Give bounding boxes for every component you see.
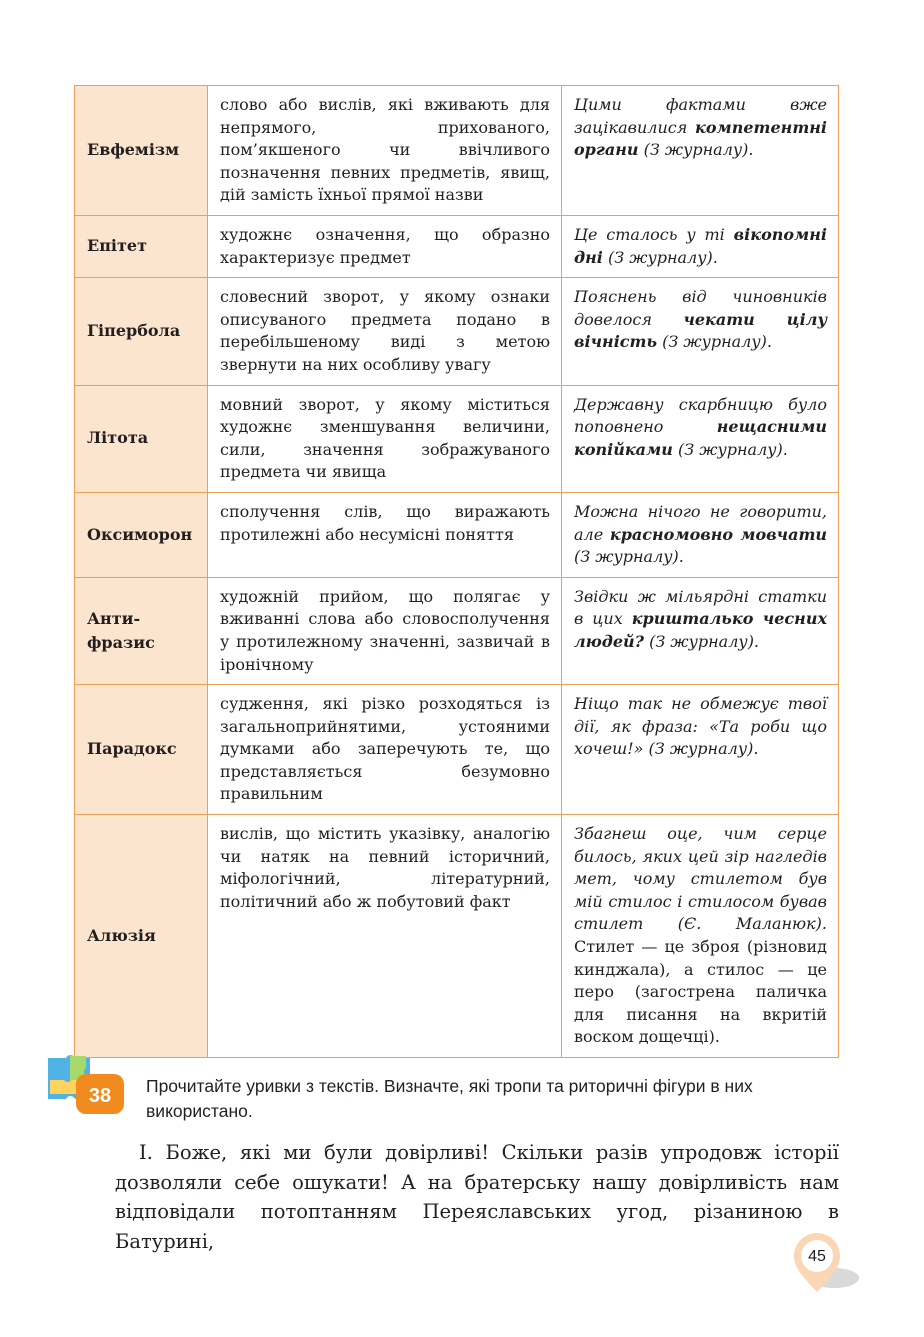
table-row: [75, 492, 839, 577]
table-row: [75, 815, 839, 1058]
table-row: [75, 86, 839, 216]
example-fragment: Збагнеш оце, чим серце билось, яких цей зір нагледів мет, чому стилетом був мій стилос і стилосом бував стилет (Є. Маланюк).: [574, 824, 827, 934]
definition-cell: слово або вислів, які вживають для непрямого, прихованого, пом’якшеного чи ввічливого позначення певних предметів, явищ, дій замість їхньої прямої назви: [208, 86, 562, 216]
example-fragment: нещасними копійками: [574, 417, 827, 459]
term-cell: Алюзія: [75, 815, 208, 1058]
example-fragment: (З журналу).: [644, 631, 760, 651]
example-fragment: вікопомні дні: [574, 225, 827, 267]
example-cell: [562, 492, 839, 577]
table-row: [75, 216, 839, 278]
term-cell: Евфемізм: [75, 86, 208, 216]
example-fragment: Ніщо так не обмежує твої дії, як фраза: «Та роби що хочеш!» (З журналу).: [574, 694, 827, 759]
example-fragment: Державну скарбницю було поповнено: [574, 394, 827, 437]
example-fragment: (З журналу).: [672, 439, 788, 459]
term-cell: Літота: [75, 385, 208, 492]
example-cell: [562, 685, 839, 815]
term-cell: Гіпербола: [75, 278, 208, 385]
example-fragment: компетентні органи: [574, 117, 827, 160]
example-cell: [562, 577, 839, 684]
term-cell: Анти-фразис: [75, 577, 208, 684]
table-row: [75, 685, 839, 815]
term-cell: Парадокс: [75, 685, 208, 815]
definition-cell: сполучення слів, що виражають протилежні або несумісні поняття: [208, 492, 562, 577]
example-fragment: Звідки ж мільярдні статки в цих: [574, 586, 827, 629]
example-fragment: Можна нічого не говорити, але: [574, 501, 827, 544]
example-fragment: ).: [742, 140, 754, 160]
example-cell: [562, 815, 839, 1058]
table-row: [75, 278, 839, 385]
task-number: 38: [88, 1085, 112, 1107]
term-cell: Епітет: [75, 216, 208, 278]
example-fragment: чекати цілу вічність: [574, 309, 828, 352]
example-cell: [562, 216, 839, 278]
excerpt-text: I. Боже, які ми були довірливі! Скільки разів упродовж історії дозволяли себе ошукати! А на братерську нашу довірливість нам відповідали потоптанням Переяславських угод, різаниною в Батурині,: [115, 1141, 839, 1253]
tropes-table: [74, 85, 839, 1058]
definition-cell: вислів, що містить указівку, аналогію чи натяк на певний історичний, міфологічний, літературний, політичний або ж побутовий факт: [208, 815, 562, 1058]
definition-cell: мовний зворот, у якому міститься художнє зменшування величини, сили, значення зображуваного предмета чи явища: [208, 385, 562, 492]
example-cell: [562, 385, 839, 492]
example-fragment: Пояснень від чиновників довелося: [574, 287, 827, 329]
example-fragment: (З журналу).: [574, 547, 684, 567]
task-instruction: Прочитайте уривки з текстів. Визначте, які тропи та риторичні фігури в них використано.: [146, 1076, 753, 1121]
example-fragment: кришталько чесних людей?: [574, 609, 827, 651]
page-number: 45: [808, 1248, 826, 1265]
definition-cell: художнє означення, що образно характеризує предмет: [208, 216, 562, 278]
example-fragment: (: [638, 140, 650, 160]
example-cell: [562, 278, 839, 385]
example-fragment: Цими фактами вже зацікавилися: [574, 95, 827, 137]
example-fragment: красномовно мовчати: [609, 524, 828, 544]
definition-cell: словесний зворот, у якому ознаки описуваного предмета подано в перебільшеному виді з метою звернути на них особливу увагу: [208, 278, 562, 385]
example-fragment: З журналу: [649, 140, 743, 160]
definition-cell: художній прийом, що полягає у вживанні слова або словосполучення у протилежному значенні, зазвичай в іронічному: [208, 577, 562, 684]
definition-cell: судження, які різко розходяться із загальноприйнятими, устояними думками або заперечують те, що представляється безумовно правильним: [208, 685, 562, 815]
page-number-badge: [790, 1230, 860, 1300]
example-fragment: Стилет — це зброя (різновид кинджала), а стилос — це перо (загострена паличка для писання на вкритій воском дощечці).: [574, 937, 827, 1047]
term-cell: Оксиморон: [75, 492, 208, 577]
example-fragment: (З журналу).: [657, 332, 772, 352]
table-row: [75, 385, 839, 492]
example-fragment: Це сталось у ті: [574, 225, 734, 244]
puzzle-icon: [42, 1052, 128, 1118]
example-cell: [562, 86, 839, 216]
example-fragment: (З журналу).: [602, 247, 718, 267]
table-row: [75, 577, 839, 684]
